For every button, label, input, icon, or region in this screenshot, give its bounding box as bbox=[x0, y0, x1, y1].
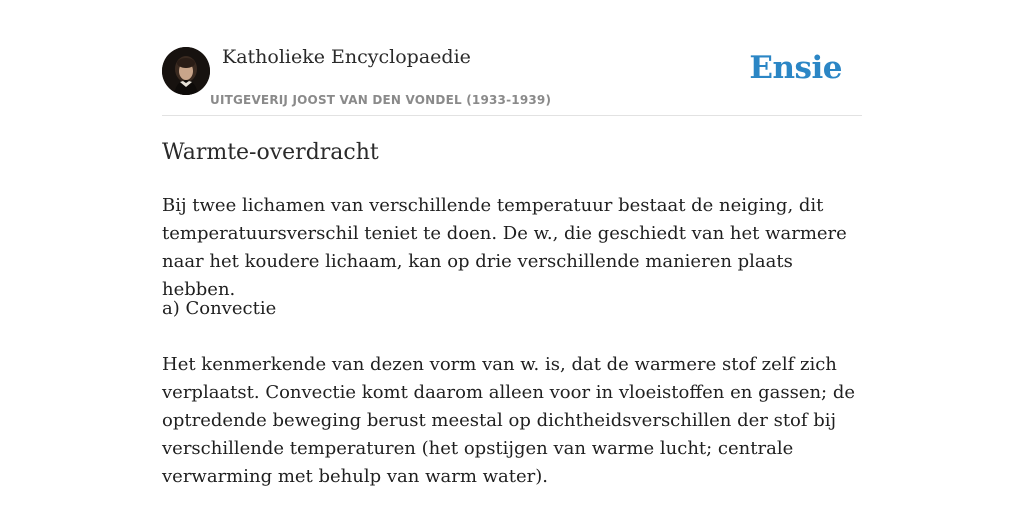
portrait-icon bbox=[162, 47, 210, 95]
source-header bbox=[162, 0, 862, 116]
brand-logo[interactable]: Ensie bbox=[749, 50, 842, 86]
publisher-label: UITGEVERIJ JOOST VAN DEN VONDEL (1933-1939) bbox=[210, 93, 552, 107]
section-paragraph: Het kenmerkende van dezen vorm van w. is, dat de warmere stof zelf zich verplaatst. Convectie komt daarom alleen voor in vloeistoffen en gassen; de optredende beweging berust meestal op dichtheidsverschillen der stof bij verschillende temperaturen (het opstijgen van warme lucht; centrale verwarming met behulp van warm water). bbox=[162, 354, 856, 487]
source-title[interactable]: Katholieke Encyclopaedie bbox=[222, 46, 471, 68]
page-container bbox=[162, 0, 862, 487]
article-title: Warmte-overdracht bbox=[162, 140, 379, 165]
intro-paragraph: Bij twee lichamen van verschillende temperatuur bestaat de neiging, dit temperatuursverschil teniet te doen. De w., die geschiedt van het warmere naar het koudere lichaam, kan op drie verschillende manieren plaats hebben. bbox=[162, 195, 847, 300]
section-heading: a) Convectie bbox=[162, 298, 277, 319]
source-avatar[interactable] bbox=[162, 47, 210, 95]
